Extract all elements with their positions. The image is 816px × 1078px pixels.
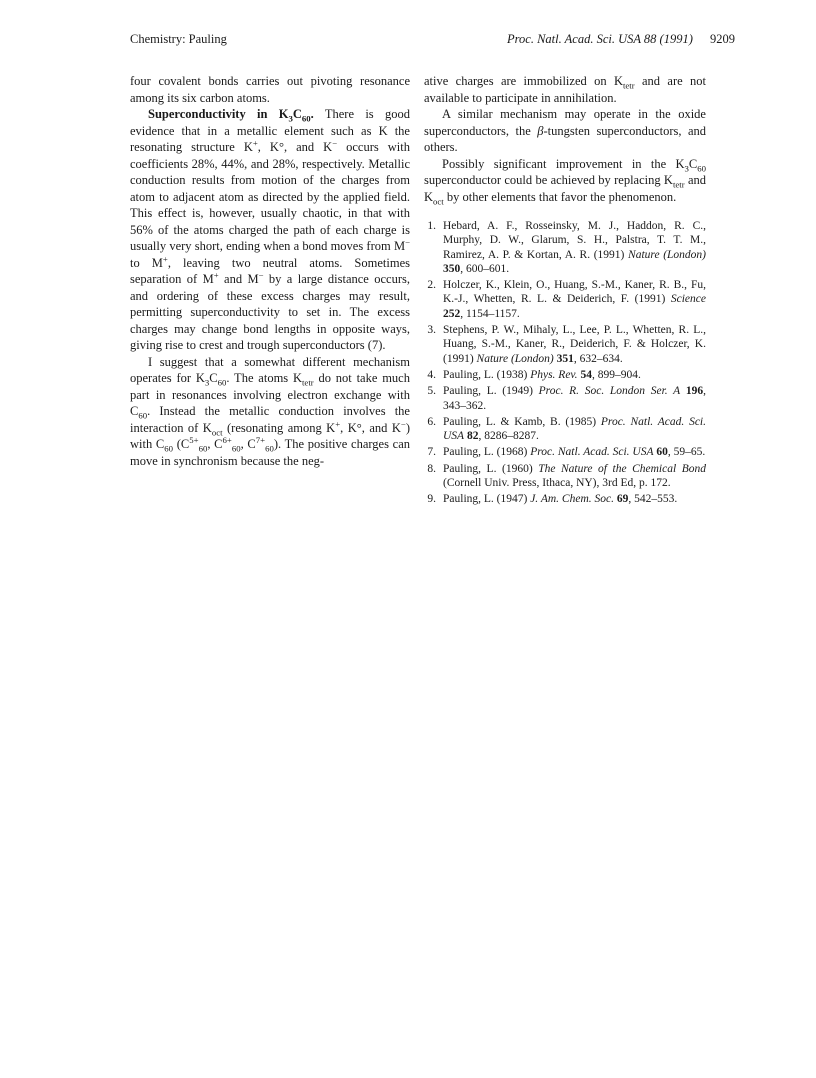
reference-item — [424, 492, 706, 506]
reference-journal: Proc. Natl. Acad. Sci. USA — [530, 446, 654, 459]
paragraph-superconductivity: Superconductivity in $K_3C_{60}$. There is good evidence that in a metallic element such as K the resonating structure K+, K°, and K− occurs with coefficients 28%, 44%, and 28%, respectively. Metallic conduction results from motion of the charges from atom to adjacent atom as directed by the applied field. This effect is, however, usually chaotic, in that with 56% of the atoms charged the path of each charge is usually very short, ending when a bond moves from M− to M+, leaving two neutral atoms. Sometimes separation of M+ and M− by a large distance occurs, and ordering of these excess charges may result, permitting superconductivity to set in. The excess charges may change bond lengths in opposite ways, giving rise to crest and trough superconductors (7). — [130, 107, 410, 352]
reference-journal: Proc. R. Soc. London Ser. A — [538, 385, 681, 398]
reference-authors: Hebard, A. F., Rosseinsky, M. J., Haddon, R. C., Murphy, D. W., Glarum, S. H., Palstra, T. T. M., Ramirez, A. P. & Kortan, A. R. (1991) — [443, 220, 706, 261]
reference-item — [424, 278, 706, 321]
reference-authors: Stephens, P. W., Mihaly, L., Lee, P. L., Whetten, R. L., Huang, S.-M., Kaner, R., Deiderich, F. & Holczer, K. (1991) — [443, 324, 706, 365]
reference-authors: Pauling, L. (1947) — [443, 493, 531, 506]
reference-pages: , 542–553. — [628, 493, 678, 506]
reference-authors: Pauling, L. (1938) — [443, 368, 531, 381]
reference-pages: , 899–904. — [591, 368, 641, 381]
reference-journal: Phys. Rev. — [530, 368, 578, 381]
reference-pages: , 1154–1157. — [460, 307, 520, 320]
reference-authors: Holczer, K., Klein, O., Huang, S.-M., Kaner, R. B., Fu, K.-J., Whetten, R. L. & Deiderich, F. (1991) — [443, 279, 706, 306]
paragraph-improvement: Possibly significant improvement in the $K_3C_{60}$ superconductor could be achieved by replacing $K_{tetr}$ and $K_{oct}$ by other elements that favor the phenomenon. — [424, 156, 706, 206]
reference-item — [424, 415, 706, 444]
reference-volume: 69 — [616, 493, 629, 506]
reference-item — [424, 323, 706, 366]
reference-list — [424, 219, 706, 507]
reference-journal: The Nature of the Chemical Bond — [538, 462, 706, 475]
page-number: 9209 — [710, 32, 735, 46]
reference-journal: Nature (London) — [628, 248, 706, 261]
right-column — [424, 73, 706, 509]
reference-volume: 60 — [656, 446, 668, 459]
reference-journal: Proc. Natl. Acad. Sci. USA — [443, 415, 706, 443]
reference-number: 6. — [427, 415, 436, 428]
reference-volume: 350 — [443, 262, 461, 275]
reference-number: 7. — [427, 446, 436, 459]
reference-pages: , 632–634. — [573, 352, 623, 365]
reference-number: 8. — [427, 462, 436, 475]
reference-pages: , 8286–8287. — [478, 430, 539, 443]
reference-pages: , 59–65. — [667, 446, 706, 459]
section-heading: Superconductivity in $K_3C_{60}$. — [148, 107, 314, 124]
reference-item — [424, 445, 706, 459]
reference-number: 3. — [427, 324, 436, 337]
reference-volume: 196 — [685, 385, 704, 398]
reference-authors: Pauling, L. (1949) — [443, 385, 539, 398]
reference-item — [424, 368, 706, 382]
reference-item — [424, 462, 706, 491]
section-title: Chemistry: Pauling — [130, 32, 227, 46]
reference-pages: , 600–601. — [460, 262, 510, 275]
reference-authors: Pauling, L. (1968) — [443, 446, 531, 459]
reference-number: 9. — [427, 493, 436, 506]
reference-volume: 54 — [580, 368, 592, 381]
running-header — [0, 32, 816, 52]
reference-pages: (Cornell Univ. Press, Ithaca, NY), 3rd Ed, p. 172. — [443, 477, 671, 490]
reference-journal: Nature (London) — [476, 352, 554, 365]
reference-authors: Pauling, L. (1960) — [443, 462, 539, 475]
reference-number: 4. — [427, 368, 436, 381]
reference-journal: Science — [670, 293, 706, 306]
left-column — [130, 73, 410, 469]
reference-journal: J. Am. Chem. Soc. — [530, 493, 614, 506]
reference-pages: , 343–362. — [443, 385, 707, 412]
reference-authors: Pauling, L. & Kamb, B. (1985) — [443, 415, 601, 428]
reference-number: 2. — [427, 279, 436, 292]
reference-item — [424, 219, 706, 276]
paragraph-mechanism: I suggest that a somewhat different mechanism operates for $K_3C_{60}$. The atoms $K_{tetr}$ do not take much part in resonances involving electron exchange with $C_{60}$. Instead the metallic conduction involves the interaction of $K_{oct}$ (resonating among K+, K°, and K−) with $C_{60}$ ($C^{5+}_{60}$, $C^{6+}_{60}$, $C^{7+}_{60}$). The positive charges can move in synchronism because the neg- — [130, 354, 411, 468]
reference-number: 5. — [427, 385, 436, 398]
paragraph-continuation: four covalent bonds carries out pivoting resonance among its six carbon atoms. — [130, 74, 410, 105]
reference-volume: 351 — [556, 352, 574, 365]
paragraph-continuation-right: ative charges are immobilized on $K_{tetr}$ and are not available to participate in annihilation. — [424, 74, 706, 105]
reference-number: 1. — [427, 220, 436, 232]
reference-volume: 252 — [443, 307, 461, 320]
reference-item — [424, 384, 706, 413]
reference-volume: 82 — [466, 430, 479, 443]
journal-citation: Proc. Natl. Acad. Sci. USA 88 (1991) — [507, 32, 693, 46]
paragraph-similar-mechanism: A similar mechanism may operate in the oxide superconductors, the β-tungsten superconductors, and others. — [424, 107, 706, 154]
